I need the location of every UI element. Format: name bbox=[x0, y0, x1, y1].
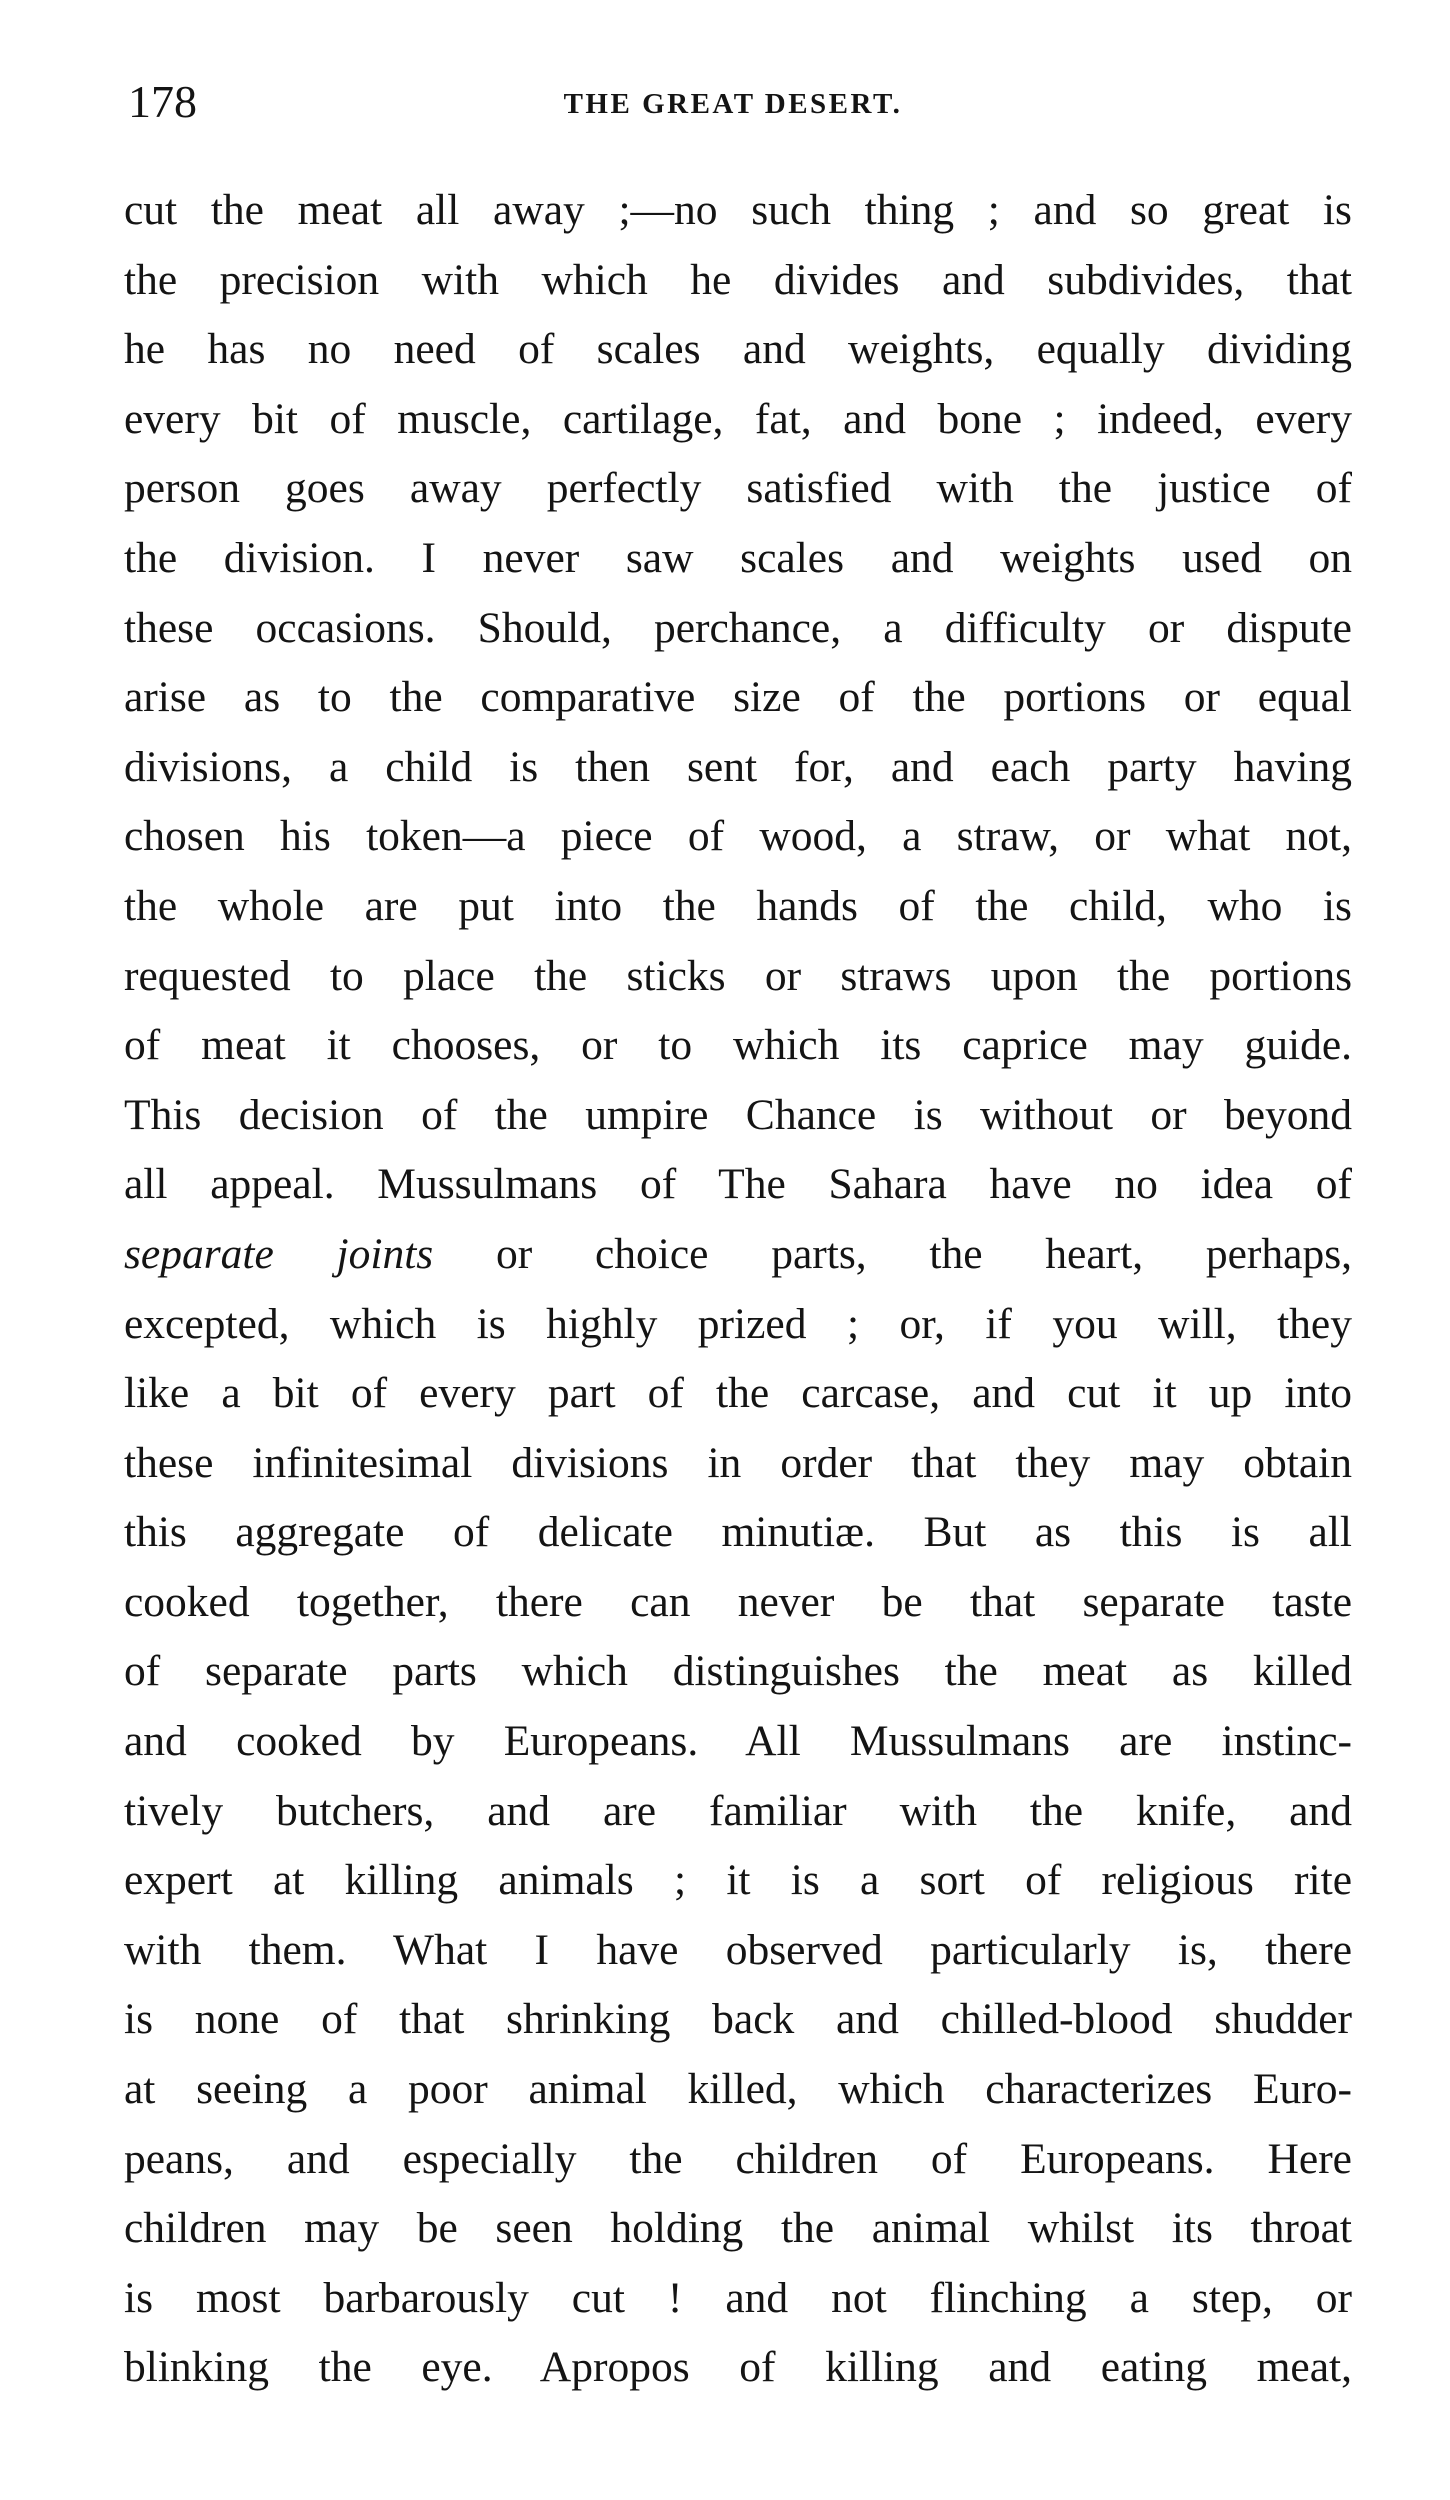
text-line: of separate parts which distinguishes the meat as killed bbox=[124, 1647, 1352, 1696]
text-line: children may be seen holding the animal whilst its throat bbox=[124, 2204, 1352, 2253]
text-line: he has no need of scales and weights, equally dividing bbox=[124, 325, 1352, 374]
text-line: requested to place the sticks or straws upon the portions bbox=[124, 951, 1352, 1000]
text-line: the division. I never saw scales and weights used on bbox=[124, 533, 1352, 582]
text-line: and cooked by Europeans. All Mussulmans are instinc- bbox=[124, 1717, 1352, 1766]
text-line: excepted, which is highly prized ; or, if you will, they bbox=[124, 1299, 1352, 1348]
text-line: at seeing a poor animal killed, which characterizes Euro- bbox=[124, 2065, 1352, 2114]
text-line: these infinitesimal divisions in order that they may obtain bbox=[124, 1438, 1352, 1487]
text-line: cut the meat all away ;—no such thing ; and so great is bbox=[124, 186, 1352, 234]
text-line: the precision with which he divides and subdivides, that bbox=[124, 255, 1352, 304]
text-line: This decision of the umpire Chance is without or beyond bbox=[124, 1090, 1352, 1139]
text-line: these occasions. Should, perchance, a difficulty or dispute bbox=[124, 603, 1352, 652]
page-number: 178 bbox=[128, 76, 197, 127]
text-line: all appeal. Mussulmans of The Sahara have no idea of bbox=[124, 1160, 1352, 1209]
text-line: chosen his token—a piece of wood, a straw, or what not, bbox=[124, 812, 1352, 861]
text-line: tively butchers, and are familiar with the knife, and bbox=[124, 1786, 1352, 1835]
text-line-with-italic bbox=[124, 1220, 1352, 1290]
text-line-rest: or choice parts, the heart, perhaps, bbox=[433, 1229, 1352, 1278]
text-line: arise as to the comparative size of the portions or equal bbox=[124, 673, 1352, 722]
text-line: peans, and especially the children of Europeans. Here bbox=[124, 2134, 1352, 2183]
text-line: this aggregate of delicate minutiæ. But as this is all bbox=[124, 1508, 1352, 1557]
text-line: like a bit of every part of the carcase, and cut it up into bbox=[124, 1369, 1352, 1418]
running-title: THE GREAT DESERT. bbox=[563, 88, 903, 120]
text-line: with them. What I have observed particularly is, there bbox=[124, 1925, 1352, 1974]
text-line: person goes away perfectly satisfied with the justice of bbox=[124, 464, 1352, 513]
text-line: the whole are put into the hands of the child, who is bbox=[124, 881, 1352, 930]
text-line: every bit of muscle, cartilage, fat, and bone ; indeed, every bbox=[124, 394, 1352, 443]
body-text bbox=[124, 176, 1352, 2403]
text-line: is most barbarously cut ! and not flinching a step, or bbox=[124, 2273, 1352, 2322]
text-line: is none of that shrinking back and chilled-blood shudder bbox=[124, 1995, 1352, 2044]
text-line: blinking the eye. Apropos of killing and eating meat, bbox=[124, 2343, 1352, 2392]
text-line: of meat it chooses, or to which its caprice may guide. bbox=[124, 1021, 1352, 1070]
text-line: expert at killing animals ; it is a sort of religious rite bbox=[124, 1856, 1352, 1905]
text-line: cooked together, there can never be that separate taste bbox=[124, 1577, 1352, 1626]
italic-phrase: separate joints bbox=[124, 1229, 434, 1278]
running-head bbox=[128, 72, 1338, 132]
text-line: divisions, a child is then sent for, and each party having bbox=[124, 742, 1352, 791]
